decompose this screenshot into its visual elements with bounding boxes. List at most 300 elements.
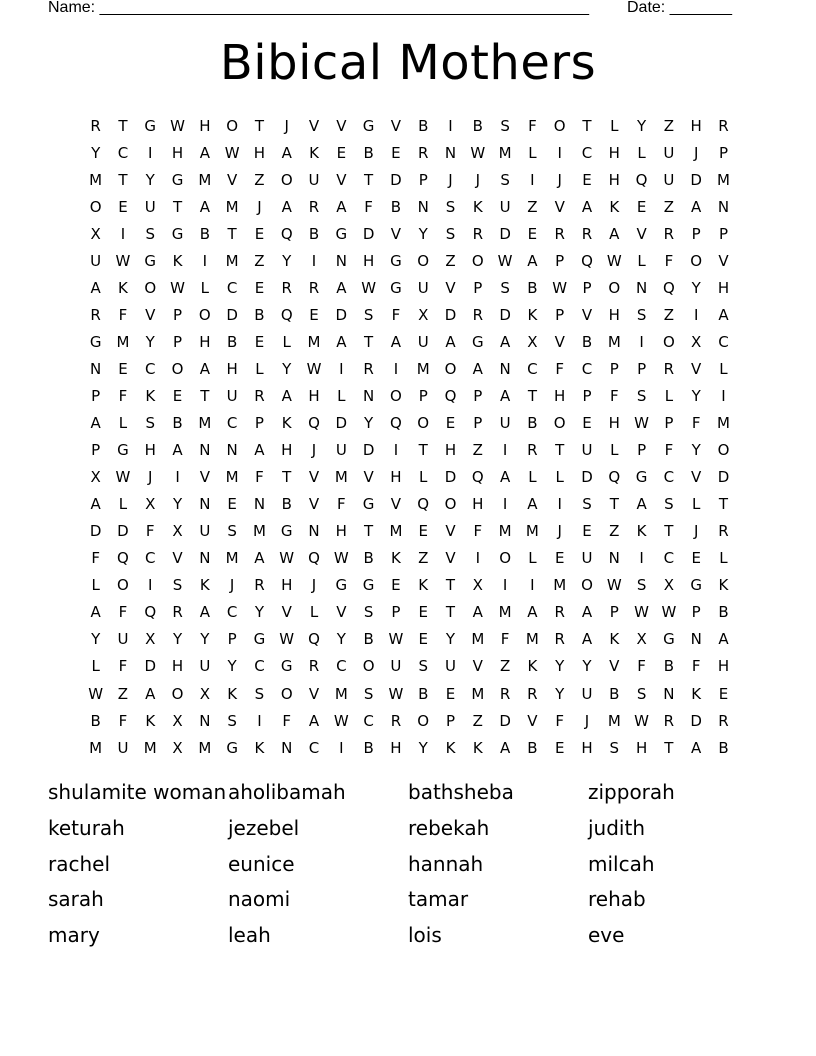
grid-letter: W <box>170 278 185 297</box>
grid-letter: E <box>582 522 592 541</box>
grid-letter: Y <box>145 332 155 351</box>
grid-letter: O <box>89 197 102 216</box>
grid-letter: U <box>144 197 156 216</box>
grid-letter: K <box>472 738 483 757</box>
grid-letter: G <box>280 522 293 541</box>
grid-letter: A <box>90 414 101 433</box>
grid-letter: C <box>226 278 238 297</box>
grid-letter: L <box>91 576 100 595</box>
grid-letter: K <box>472 197 483 216</box>
grid-letter: R <box>172 603 183 622</box>
word-search-grid <box>82 112 737 761</box>
grid-letter: B <box>390 197 402 216</box>
grid-letter: Y <box>691 278 701 297</box>
grid-letter: K <box>281 414 292 433</box>
grid-letter: R <box>499 684 511 703</box>
grid-letter: C <box>581 359 593 378</box>
grid-letter: F <box>118 657 128 676</box>
grid-letter: S <box>145 414 155 433</box>
grid-letter: P <box>473 278 483 297</box>
grid-letter: P <box>91 386 101 405</box>
grid-letter: K <box>172 251 183 270</box>
word-list-item: lois <box>408 923 442 948</box>
grid-letter: K <box>445 738 456 757</box>
grid-row <box>82 166 737 193</box>
grid-letter: H <box>171 657 184 676</box>
grid-letter: P <box>691 603 701 622</box>
grid-letter: M <box>389 522 403 541</box>
grid-letter: R <box>554 224 565 243</box>
name-field: Name: _______________________________________________________ <box>48 0 589 16</box>
grid-letter: E <box>418 630 428 649</box>
grid-letter: Q <box>308 414 320 433</box>
grid-letter: D <box>335 414 348 433</box>
grid-letter: W <box>333 549 349 568</box>
grid-row <box>82 572 737 599</box>
grid-letter: G <box>335 576 348 595</box>
grid-letter: N <box>281 738 293 757</box>
grid-letter: P <box>718 143 728 162</box>
grid-letter: O <box>662 332 675 351</box>
grid-letter: X <box>418 305 429 324</box>
grid-letter: X <box>90 224 101 243</box>
grid-letter: S <box>363 305 374 324</box>
grid-letter: Q <box>308 630 320 649</box>
grid-row <box>82 491 737 518</box>
grid-letter: F <box>337 495 346 514</box>
grid-letter: I <box>502 495 508 514</box>
grid-letter: D <box>144 657 157 676</box>
grid-letter: N <box>199 549 211 568</box>
grid-letter: W <box>634 414 649 433</box>
grid-letter: N <box>308 522 320 541</box>
grid-letter: Z <box>254 251 265 270</box>
grid-letter: W <box>606 251 622 270</box>
grid-letter: J <box>257 197 262 216</box>
grid-letter: I <box>120 224 126 243</box>
grid-letter: M <box>225 251 239 270</box>
grid-letter: P <box>718 224 728 243</box>
grid-letter: S <box>445 224 456 243</box>
grid-letter: Z <box>499 657 511 676</box>
grid-letter: L <box>118 495 128 514</box>
grid-letter: S <box>172 576 183 595</box>
grid-letter: U <box>117 738 129 757</box>
grid-letter: F <box>145 522 155 541</box>
grid-letter: X <box>636 630 647 649</box>
grid-letter: L <box>637 143 646 162</box>
grid-letter: E <box>118 197 128 216</box>
grid-letter: E <box>391 576 401 595</box>
word-list-item: bathsheba <box>408 780 514 804</box>
grid-letter: M <box>225 197 239 216</box>
grid-letter: I <box>530 576 535 595</box>
grid-letter: S <box>636 386 647 405</box>
grid-letter: P <box>173 305 183 324</box>
grid-letter: V <box>581 305 593 324</box>
grid-letter: T <box>364 332 374 351</box>
grid-letter: T <box>582 116 592 135</box>
grid-letter: T <box>254 116 265 135</box>
grid-letter: B <box>527 738 538 757</box>
grid-letter: O <box>198 305 211 324</box>
grid-letter: M <box>252 522 266 541</box>
grid-letter: E <box>418 603 428 622</box>
grid-letter: D <box>390 170 402 189</box>
grid-letter: U <box>199 522 211 541</box>
grid-letter: R <box>472 224 484 243</box>
grid-letter: B <box>308 224 320 243</box>
grid-letter: Y <box>555 657 565 676</box>
grid-letter: U <box>663 143 675 162</box>
grid-letter: C <box>254 657 265 676</box>
grid-letter: U <box>445 657 456 676</box>
grid-letter: A <box>472 603 483 622</box>
grid-letter: K <box>118 278 128 297</box>
grid-letter: P <box>555 305 565 324</box>
grid-letter: P <box>254 414 264 433</box>
grid-letter: U <box>581 684 593 703</box>
grid-letter: R <box>281 278 292 297</box>
grid-letter: F <box>118 386 128 405</box>
grid-letter: F <box>609 386 619 405</box>
grid-letter: W <box>115 468 131 487</box>
grid-letter: J <box>284 116 289 135</box>
word-list-item: zipporah <box>588 780 675 804</box>
grid-letter: O <box>608 278 621 297</box>
grid-letter: U <box>499 414 511 433</box>
grid-letter: O <box>553 116 566 135</box>
grid-letter: A <box>499 332 511 351</box>
grid-letter: S <box>582 495 592 514</box>
grid-letter: J <box>475 170 481 189</box>
word-list-item: jezebel <box>228 815 300 840</box>
grid-letter: P <box>173 332 183 351</box>
word-list-item: eve <box>588 923 625 948</box>
grid-letter: R <box>718 522 729 541</box>
grid-letter: N <box>335 251 347 270</box>
grid-letter: J <box>148 468 153 487</box>
page-title: Bibical Mothers <box>219 35 597 91</box>
word-list-item: naomi <box>228 887 291 912</box>
grid-letter: W <box>470 143 486 162</box>
grid-letter: C <box>226 603 238 622</box>
grid-letter: O <box>499 549 511 568</box>
grid-letter: V <box>691 468 702 487</box>
grid-letter: X <box>172 738 183 757</box>
grid-letter: S <box>227 522 237 541</box>
grid-letter: T <box>227 224 237 243</box>
grid-letter: S <box>227 711 237 730</box>
grid-letter: R <box>581 224 593 243</box>
grid-letter: U <box>117 630 129 649</box>
grid-letter: D <box>499 224 511 243</box>
grid-letter: K <box>609 630 620 649</box>
grid-letter: C <box>581 143 593 162</box>
grid-letter: V <box>308 684 320 703</box>
grid-letter: T <box>664 522 674 541</box>
grid-letter: R <box>718 711 729 730</box>
grid-letter: I <box>448 116 453 135</box>
grid-letter: J <box>311 441 317 460</box>
grid-letter: M <box>198 170 212 189</box>
grid-letter: Y <box>172 630 183 649</box>
grid-letter: C <box>145 549 156 568</box>
grid-letter: T <box>364 522 374 541</box>
grid-letter: Z <box>445 251 456 270</box>
grid-row <box>82 301 737 328</box>
grid-letter: H <box>281 441 293 460</box>
grid-letter: K <box>309 143 319 162</box>
grid-letter: A <box>691 738 702 757</box>
grid-letter: F <box>255 468 264 487</box>
grid-letter: W <box>634 711 649 730</box>
grid-letter: Y <box>555 684 565 703</box>
grid-letter: I <box>339 738 344 757</box>
grid-letter: W <box>634 603 649 622</box>
grid-letter: I <box>693 305 699 324</box>
grid-letter: G <box>117 441 129 460</box>
grid-letter: V <box>636 224 647 243</box>
grid-letter: R <box>308 278 320 297</box>
grid-letter: T <box>555 441 565 460</box>
grid-letter: W <box>279 630 295 649</box>
word-list-item: hannah <box>408 851 484 876</box>
grid-letter: Z <box>663 197 675 216</box>
grid-letter: A <box>199 197 210 216</box>
grid-letter: V <box>172 549 183 568</box>
grid-row <box>82 193 737 220</box>
grid-letter: T <box>364 170 374 189</box>
grid-letter: Z <box>472 441 483 460</box>
grid-letter: C <box>308 738 320 757</box>
grid-row <box>82 139 737 166</box>
grid-letter: D <box>362 224 375 243</box>
grid-letter: H <box>717 657 730 676</box>
grid-letter: A <box>527 251 538 270</box>
grid-letter: E <box>118 359 128 378</box>
grid-letter: V <box>445 278 456 297</box>
grid-letter: P <box>227 630 237 649</box>
grid-letter: L <box>692 495 701 514</box>
grid-letter: J <box>311 576 317 595</box>
grid-letter: G <box>253 630 266 649</box>
grid-letter: T <box>445 576 456 595</box>
grid-row <box>82 653 737 680</box>
grid-letter: V <box>390 224 402 243</box>
grid-letter: Q <box>635 170 648 189</box>
grid-letter: N <box>363 386 375 405</box>
grid-letter: S <box>500 116 510 135</box>
grid-letter: A <box>636 495 647 514</box>
grid-letter: S <box>145 224 155 243</box>
grid-letter: O <box>417 251 430 270</box>
grid-letter: A <box>254 441 265 460</box>
grid-letter: A <box>90 495 101 514</box>
grid-letter: N <box>717 197 730 216</box>
grid-letter: E <box>418 522 428 541</box>
grid-letter: S <box>418 657 428 676</box>
grid-letter: H <box>226 359 238 378</box>
grid-letter: W <box>88 684 104 703</box>
grid-letter: H <box>554 386 566 405</box>
grid-letter: X <box>663 576 675 595</box>
grid-letter: P <box>473 386 483 405</box>
grid-row <box>82 328 737 355</box>
grid-letter: T <box>200 386 210 405</box>
grid-letter: Y <box>418 738 428 757</box>
grid-letter: I <box>557 143 562 162</box>
grid-letter: F <box>664 251 674 270</box>
grid-letter: L <box>419 468 428 487</box>
grid-letter: L <box>555 468 564 487</box>
grid-letter: E <box>227 495 237 514</box>
grid-letter: G <box>362 576 375 595</box>
grid-letter: Q <box>308 549 320 568</box>
grid-letter: K <box>390 549 401 568</box>
grid-letter: Q <box>608 468 621 487</box>
grid-letter: X <box>145 630 156 649</box>
grid-letter: C <box>363 711 374 730</box>
grid-letter: M <box>471 684 485 703</box>
grid-letter: E <box>445 684 456 703</box>
grid-letter: E <box>691 549 701 568</box>
grid-letter: I <box>175 468 180 487</box>
grid-letter: I <box>557 495 562 514</box>
grid-letter: B <box>527 414 538 433</box>
grid-letter: J <box>584 711 590 730</box>
grid-letter: O <box>362 657 375 676</box>
grid-row <box>82 707 737 734</box>
grid-letter: R <box>308 197 320 216</box>
grid-letter: U <box>226 386 238 405</box>
grid-letter: I <box>148 143 153 162</box>
grid-letter: Y <box>227 657 237 676</box>
grid-letter: D <box>444 305 457 324</box>
grid-letter: X <box>172 711 183 730</box>
grid-letter: L <box>200 278 210 297</box>
grid-letter: N <box>199 495 211 514</box>
grid-letter: W <box>552 278 568 297</box>
grid-letter: H <box>608 414 620 433</box>
grid-letter: V <box>445 549 456 568</box>
grid-letter: Z <box>418 549 429 568</box>
grid-letter: P <box>637 441 647 460</box>
grid-letter: V <box>390 116 402 135</box>
grid-letter: H <box>608 305 620 324</box>
grid-letter: H <box>199 332 211 351</box>
grid-letter: Y <box>172 495 183 514</box>
grid-letter: M <box>225 549 239 568</box>
grid-letter: I <box>502 441 508 460</box>
grid-letter: O <box>171 359 184 378</box>
grid-letter: J <box>448 170 453 189</box>
grid-letter: W <box>279 549 295 568</box>
grid-letter: K <box>227 684 238 703</box>
grid-letter: M <box>607 332 621 351</box>
word-list-item: tamar <box>408 887 469 912</box>
grid-letter: G <box>89 332 102 351</box>
grid-letter: V <box>718 251 729 270</box>
grid-letter: I <box>530 170 535 189</box>
grid-letter: T <box>118 116 128 135</box>
grid-letter: K <box>254 738 265 757</box>
grid-letter: A <box>718 305 729 324</box>
grid-letter: E <box>582 170 592 189</box>
grid-letter: V <box>472 657 483 676</box>
grid-letter: F <box>91 549 100 568</box>
grid-letter: V <box>145 305 156 324</box>
grid-letter: E <box>718 684 729 703</box>
grid-letter: S <box>363 603 374 622</box>
grid-letter: V <box>336 116 347 135</box>
grid-letter: V <box>554 332 565 351</box>
grid-letter: N <box>444 143 457 162</box>
grid-letter: U <box>199 657 211 676</box>
grid-letter: I <box>639 549 644 568</box>
grid-row <box>82 247 737 274</box>
grid-letter: E <box>554 549 565 568</box>
grid-letter: S <box>664 495 674 514</box>
grid-letter: P <box>664 414 674 433</box>
grid-letter: B <box>609 684 620 703</box>
grid-letter: H <box>581 738 593 757</box>
grid-letter: F <box>637 657 646 676</box>
grid-letter: A <box>499 738 511 757</box>
grid-letter: I <box>639 332 644 351</box>
grid-letter: F <box>391 305 401 324</box>
grid-letter: Y <box>637 116 647 135</box>
grid-letter: W <box>388 630 404 649</box>
grid-letter: C <box>718 332 729 351</box>
grid-letter: M <box>225 468 239 487</box>
grid-letter: O <box>390 386 402 405</box>
grid-letter: P <box>445 711 456 730</box>
grid-letter: B <box>663 657 675 676</box>
grid-letter: S <box>609 738 620 757</box>
grid-letter: Y <box>418 224 428 243</box>
grid-letter: A <box>308 711 320 730</box>
grid-letter: N <box>226 441 238 460</box>
grid-letter: B <box>90 711 101 730</box>
grid-letter: D <box>499 711 511 730</box>
grid-letter: H <box>608 170 620 189</box>
grid-letter: U <box>417 332 429 351</box>
grid-letter: O <box>226 116 239 135</box>
grid-letter: Y <box>691 441 701 460</box>
grid-letter: M <box>525 630 539 649</box>
grid-letter: G <box>390 278 402 297</box>
grid-letter: V <box>390 495 402 514</box>
grid-letter: T <box>609 495 619 514</box>
grid-letter: A <box>199 143 210 162</box>
grid-letter: N <box>90 359 102 378</box>
grid-letter: D <box>226 305 238 324</box>
grid-letter: B <box>363 549 374 568</box>
grid-letter: R <box>663 224 675 243</box>
grid-row <box>82 518 737 545</box>
grid-row <box>82 112 737 139</box>
grid-letter: U <box>308 170 320 189</box>
grid-letter: U <box>581 549 593 568</box>
grid-letter: N <box>690 630 702 649</box>
grid-letter: C <box>117 143 129 162</box>
grid-letter: A <box>199 359 210 378</box>
grid-letter: R <box>472 305 484 324</box>
grid-letter: A <box>527 495 538 514</box>
grid-letter: A <box>472 359 483 378</box>
grid-letter: I <box>393 359 399 378</box>
